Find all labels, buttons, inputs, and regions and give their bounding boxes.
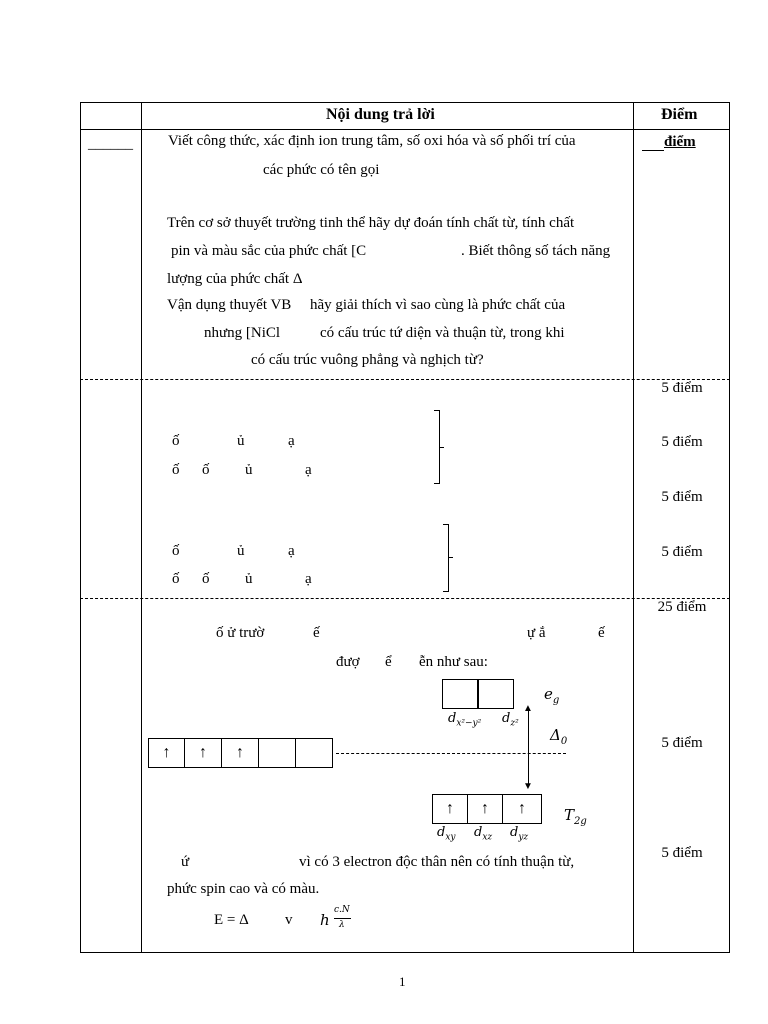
free-ion-box-2: ↑ [184, 738, 222, 768]
t2g-orbital-label-yz: $d_{yz}$ [510, 825, 529, 843]
t2g-label: $T_{2g}$ [564, 806, 587, 827]
eg-orbital-label-z2: $d_{z^2}$ [502, 711, 519, 729]
row2-score-2: 5 điểm [661, 434, 703, 450]
group1-line2-b: ố [202, 462, 210, 478]
row1-line4b: . Biết thông số tách năng [461, 243, 611, 259]
eg-orbital-box-2 [478, 679, 514, 709]
eg-orbital-label-x2y2: $d_{x^2-y^2}$ [448, 711, 482, 729]
row3-score-2: 5 điểm [661, 735, 703, 751]
group2-line2-a: ố [172, 571, 180, 587]
delta-arrow-up-head: ▲ [523, 703, 533, 714]
table-left-border [80, 102, 81, 953]
table-right-border [729, 102, 730, 953]
row1-score: điểm [664, 134, 696, 150]
group1-line2-c: ủ [245, 462, 253, 478]
delta-arrow-shaft [528, 710, 529, 786]
row3-score-3: 5 điểm [661, 845, 703, 861]
eg-orbital-box-1 [442, 679, 478, 709]
group2-bracket [443, 524, 449, 592]
row3-score-1: 25 điểm [657, 599, 707, 615]
group2-line1-a: ố [172, 543, 180, 559]
free-ion-box-4 [258, 738, 296, 768]
conclusion-line1-b: vì có 3 electron độc thân nên có tính thuận từ, [299, 854, 575, 870]
free-ion-box-1: ↑ [148, 738, 185, 768]
group1-line1-c: ạ [288, 433, 295, 449]
row1-line5: lượng của phức chất Δ [167, 271, 303, 287]
row3-line2-c: ễn như sau: [419, 654, 488, 670]
free-ion-box-5 [295, 738, 333, 768]
row1-left-mark: ______ [88, 136, 133, 152]
row3-line1-b: ế [313, 625, 320, 641]
formula-v: v [285, 912, 293, 928]
row2-score-3: 5 điểm [661, 489, 703, 505]
row3-line1-d: ế [598, 625, 605, 641]
t2g-orbital-label-xz: $d_{xz}$ [474, 825, 493, 843]
group2-line1-c: ạ [288, 543, 295, 559]
column-divider-2 [633, 102, 634, 953]
header-score: Điểm [661, 106, 698, 123]
row3-line2-b: ể [385, 654, 392, 670]
row1-line8: có cấu trúc vuông phẳng và nghịch từ? [251, 352, 484, 368]
group1-line2-a: ố [172, 462, 180, 478]
delta-label: $\Delta_0$ [550, 726, 568, 747]
row1-line3: Trên cơ sở thuyết trường tinh thể hãy dự đoán tính chất từ, tính chất [167, 215, 575, 231]
row1-line2: các phức có tên gọi [263, 162, 380, 178]
group2-line2-b: ố [202, 571, 210, 587]
barycenter-dashed-line [336, 753, 566, 754]
row1-line7a: nhưng [NiCl [204, 325, 281, 341]
row1-line6b: hãy giải thích vì sao cùng là phức chất của [310, 297, 566, 313]
group1-bracket-tick [440, 447, 444, 448]
free-ion-box-3: ↑ [221, 738, 259, 768]
delta-arrow-down-head: ▼ [523, 781, 533, 792]
group1-line1-b: ủ [237, 433, 245, 449]
group2-line1-b: ủ [237, 543, 245, 559]
conclusion-line1-a: ứ [181, 854, 190, 870]
formula-denominator: λ [339, 920, 345, 930]
row1-line4a: pin và màu sắc của phức chất [C [171, 243, 367, 259]
t2g-orbital-box-1: ↑ [432, 794, 468, 824]
row3-line2-a: đượ [336, 654, 360, 670]
formula-h: h [320, 911, 330, 929]
group1-line1-a: ố [172, 433, 180, 449]
row1-score-underline-lead [642, 150, 664, 151]
page-number: 1 [399, 974, 406, 989]
row2-score-1: 5 điểm [661, 380, 703, 396]
group1-line2-d: ạ [305, 462, 312, 478]
row3-line1-c: ự ắ [527, 625, 546, 641]
group2-line2-d: ạ [305, 571, 312, 587]
t2g-orbital-box-2: ↑ [467, 794, 503, 824]
formula-numerator: c.N [334, 905, 350, 915]
formula-left: E = Δ [214, 912, 249, 928]
group2-line2-c: ủ [245, 571, 253, 587]
eg-label: $e_g$ [544, 685, 560, 706]
formula-fraction-bar [334, 918, 351, 919]
column-divider-1 [141, 102, 142, 953]
t2g-orbital-box-3: ↑ [502, 794, 542, 824]
header-content: Nội dung trả lời [326, 106, 435, 123]
row2-score-4: 5 điểm [661, 544, 703, 560]
conclusion-line2: phức spin cao và có màu. [167, 881, 320, 897]
row1-line7b: có cấu trúc tứ diện và thuận từ, trong khi [320, 325, 565, 341]
row1-line6a: Vận dụng thuyết VB [167, 297, 292, 313]
row1-line1: Viết công thức, xác định ion trung tâm, số oxi hóa và số phối trí của [168, 133, 576, 149]
group2-bracket-tick [449, 557, 453, 558]
t2g-orbital-label-xy: $d_{xy}$ [437, 825, 456, 843]
row3-line1-a: ố ử trườ [216, 625, 265, 641]
